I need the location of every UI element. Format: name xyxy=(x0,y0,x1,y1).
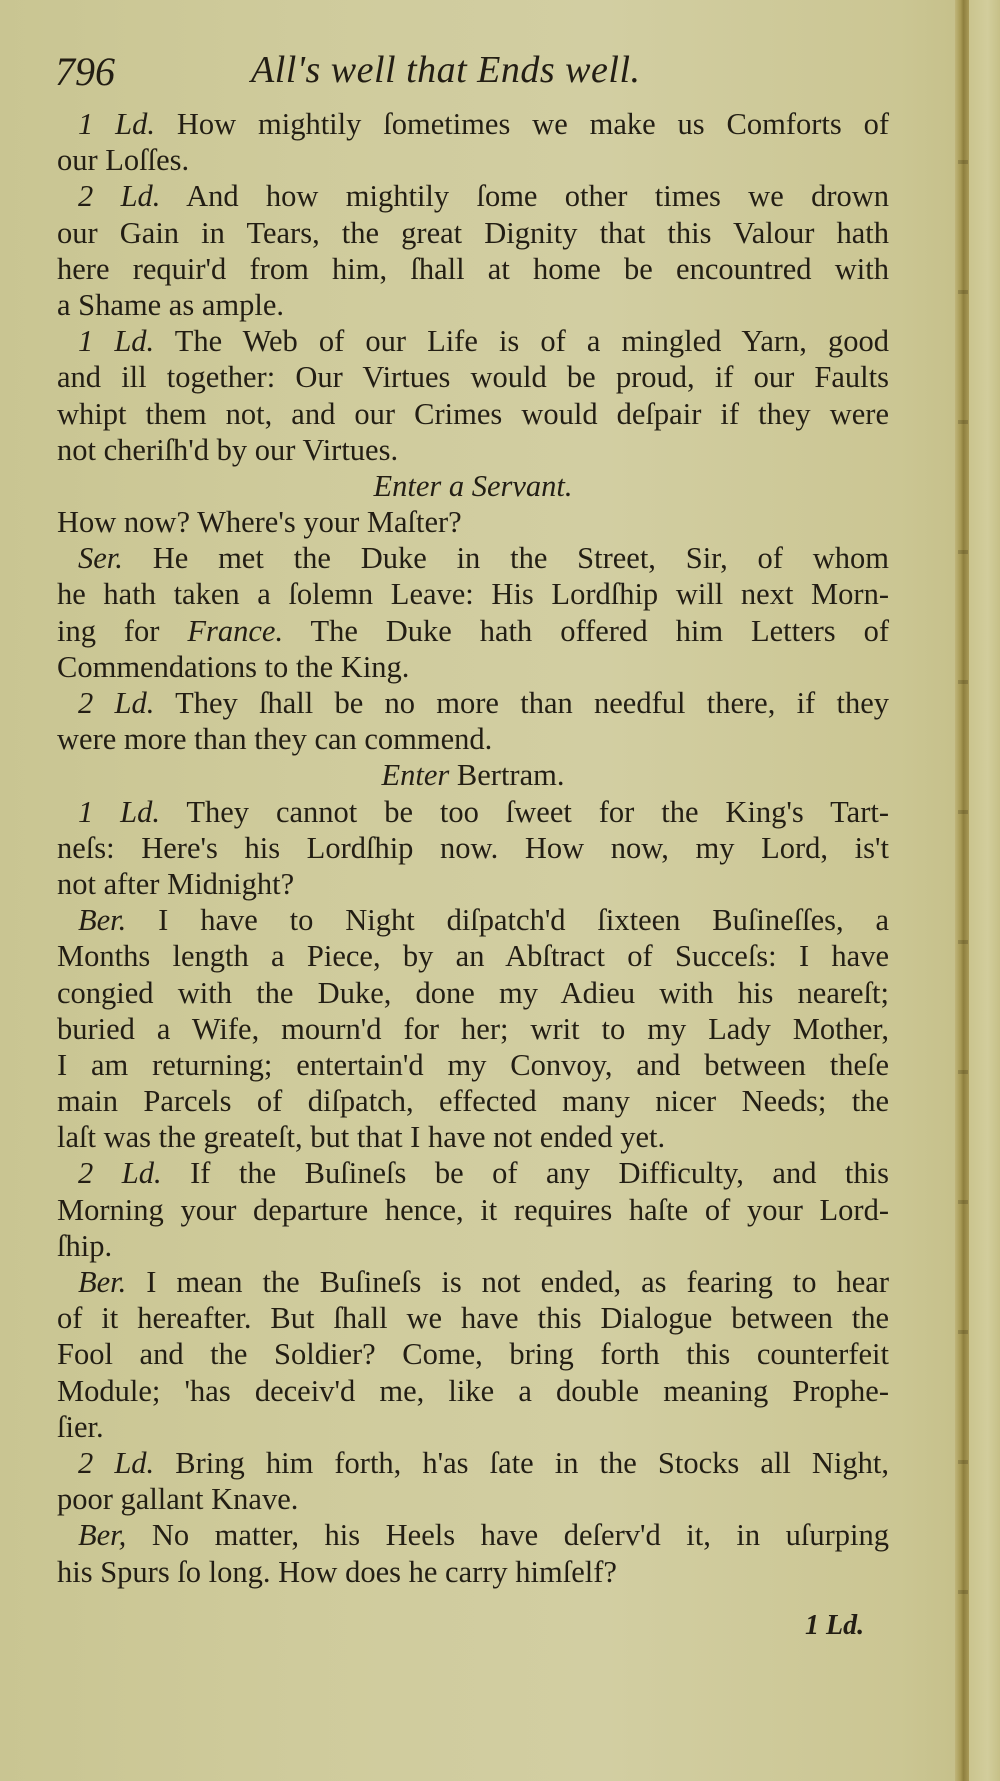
text-line xyxy=(57,1481,889,1517)
page-number: 796 xyxy=(55,49,115,94)
speech-line xyxy=(57,1155,889,1191)
page-edge xyxy=(969,0,1000,1781)
line-text: ing for xyxy=(57,613,188,648)
line-text: not cheriſh'd by our Virtues. xyxy=(57,432,399,467)
line-text: Morning your departure hence, it requires haſte of your Lord- xyxy=(57,1192,889,1227)
text-line xyxy=(57,396,889,432)
line-text: The Duke hath offered him Letters of xyxy=(283,613,889,648)
text-line xyxy=(57,504,889,540)
speech-line xyxy=(57,902,889,938)
speaker-prefix: 2 Ld. xyxy=(78,1156,162,1191)
line-text: How mightily ſometimes we make us Comforts of xyxy=(176,107,890,141)
speech-line xyxy=(57,1517,889,1553)
text-line xyxy=(57,1373,889,1409)
text-line xyxy=(57,1300,889,1336)
stage-direction-text: Enter a Servant. xyxy=(373,468,573,503)
line-text: They cannot be too ſweet for the King's Tart- xyxy=(186,794,889,829)
line-text: his Spurs ſo long. How does he carry himſelf? xyxy=(57,1554,617,1589)
text-line xyxy=(57,866,889,902)
line-text: not after Midnight? xyxy=(57,866,295,901)
text-line xyxy=(57,359,889,395)
speech-line xyxy=(57,1445,889,1481)
speaker-prefix: Ber. xyxy=(78,903,127,938)
text-line xyxy=(57,215,889,251)
text-line xyxy=(57,1409,889,1445)
line-text: main Parcels of diſpatch, effected many nicer Needs; the xyxy=(57,1084,889,1119)
text-line xyxy=(57,1336,889,1372)
line-text: our Gain in Tears, the great Dignity that this Valour hath xyxy=(57,215,889,250)
text-line xyxy=(57,1228,889,1264)
text-line xyxy=(57,576,889,612)
line-text: I am returning; entertain'd my Convoy, and between theſe xyxy=(57,1047,889,1082)
line-text: He met the Duke in the Street, Sir, of whom xyxy=(152,541,890,576)
speech-line xyxy=(57,1264,889,1300)
line-text: They ſhall be no more than needful there, if they xyxy=(175,686,889,720)
line-text: were more than they can commend. xyxy=(57,722,493,757)
line-text: Module; 'has deceiv'd me, like a double meaning Prophe- xyxy=(57,1373,889,1408)
text-line xyxy=(57,1554,889,1590)
speech-line xyxy=(57,178,889,214)
line-text: Bring him forth, h'as ſate in the Stocks all Night, xyxy=(175,1445,890,1480)
line-text: Months length a Piece, by an Abſtract of Succeſs: I have xyxy=(57,939,889,974)
text-line xyxy=(57,1047,889,1083)
speaker-prefix: 2 Ld. xyxy=(78,179,161,214)
line-text: he hath taken a ſolemn Leave: His Lordſhip will next Morn- xyxy=(57,577,889,612)
line-text: of it hereafter. But ſhall we have this Dialogue between the xyxy=(57,1301,889,1336)
speaker-prefix: 2 Ld. xyxy=(78,1445,155,1480)
line-text: ſhip. xyxy=(57,1228,113,1263)
text-line xyxy=(57,938,889,974)
line-text: neſs: Here's his Lordſhip now. How now, my Lord, is't xyxy=(57,830,889,865)
text-line xyxy=(57,142,889,178)
page-header xyxy=(55,48,885,98)
line-text: If the Buſineſs be of any Difficulty, and this xyxy=(190,1156,890,1191)
text-line xyxy=(57,613,889,649)
line-text: No matter, his Heels have deſerv'd it, in uſurping xyxy=(151,1518,890,1553)
speaker-prefix: Ber, xyxy=(78,1518,127,1553)
line-text: congied with the Duke, done my Adieu with his neareſt; xyxy=(57,975,889,1010)
line-text: ſier. xyxy=(57,1409,104,1444)
line-text: a Shame as ample. xyxy=(57,287,284,322)
stage-direction xyxy=(57,757,889,793)
stage-direction xyxy=(57,468,889,504)
speech-line xyxy=(57,685,889,721)
speech-line xyxy=(57,106,889,142)
line-text: I have to Night diſpatch'd ſixteen Buſineſſes, a xyxy=(158,903,890,938)
speaker-prefix: 1 Ld. xyxy=(78,107,155,141)
line-text: poor gallant Knave. xyxy=(57,1482,299,1517)
running-title: All's well that Ends well. xyxy=(251,49,641,91)
text-line xyxy=(57,1192,889,1228)
line-text: Commendations to the King. xyxy=(57,649,410,684)
line-text: I mean the Buſineſs is not ended, as fearing to hear xyxy=(146,1265,889,1299)
speech-line xyxy=(57,794,889,830)
text-line xyxy=(57,432,889,468)
line-text: How now? Where's your Maſter? xyxy=(57,505,462,540)
text-line xyxy=(57,1083,889,1119)
line-text: whipt them not, and our Crimes would deſpair if they were xyxy=(57,396,889,431)
catchword: 1 Ld. xyxy=(805,1610,865,1641)
text-line xyxy=(57,830,889,866)
line-text: Fool and the Soldier? Come, bring forth this counterfeit xyxy=(57,1337,889,1372)
text-line xyxy=(57,287,889,323)
text-line xyxy=(57,721,889,757)
line-text: our Loſſes. xyxy=(57,143,190,178)
speaker-prefix: 1 Ld. xyxy=(78,794,161,829)
stage-direction-text: Enter xyxy=(381,758,450,793)
line-text: here requir'd from him, ſhall at home be encountred with xyxy=(57,251,889,286)
text-line xyxy=(57,1011,889,1047)
speaker-prefix: 1 Ld. xyxy=(78,324,155,359)
line-text: The Web of our Life is of a mingled Yarn, good xyxy=(174,324,889,359)
speech-line xyxy=(57,323,889,359)
speaker-prefix: Ser. xyxy=(78,541,123,576)
play-text xyxy=(57,106,889,1590)
speech-line xyxy=(57,540,889,576)
line-text: buried a Wife, mourn'd for her; writ to my Lady Mother, xyxy=(57,1011,889,1046)
text-line xyxy=(57,1119,889,1155)
line-text: and ill together: Our Virtues would be proud, if our Faults xyxy=(57,360,889,395)
page-edge-marks xyxy=(958,100,968,1600)
text-line xyxy=(57,251,889,287)
place-name: France. xyxy=(187,613,284,648)
line-text: And how mightily ſome other times we drown xyxy=(186,179,890,214)
speaker-prefix: Ber. xyxy=(78,1265,127,1299)
text-line xyxy=(57,975,889,1011)
character-name: Bertram. xyxy=(449,758,565,793)
speaker-prefix: 2 Ld. xyxy=(78,686,155,720)
line-text: laſt was the greateſt, but that I have not ended yet. xyxy=(57,1120,666,1155)
text-line xyxy=(57,649,889,685)
